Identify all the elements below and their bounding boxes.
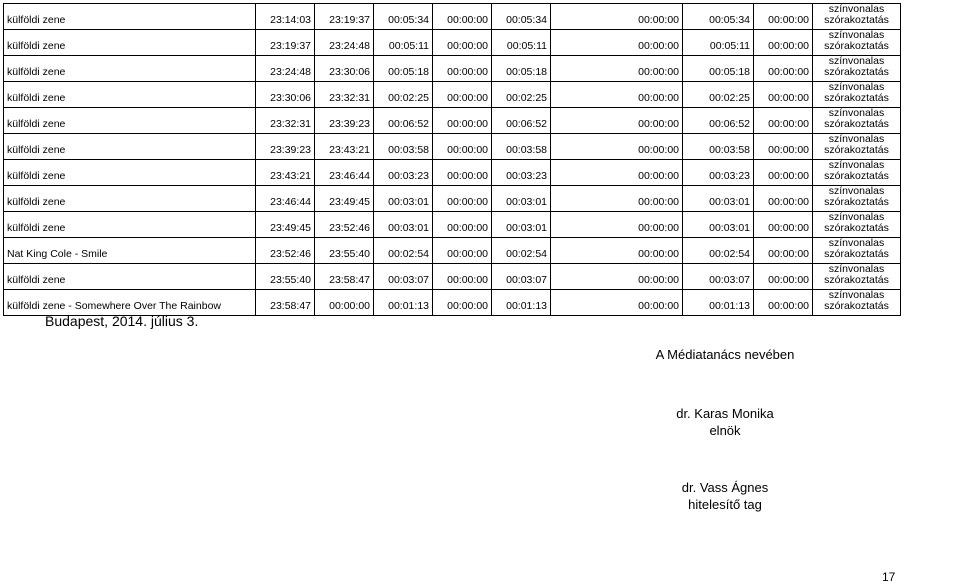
signer-name: dr. Karas Monika <box>676 406 774 421</box>
category-quality: színvonalas <box>828 289 885 301</box>
broadcast-log-body <box>4 4 901 316</box>
place-date: Budapest, 2014. július 3. <box>45 313 199 329</box>
program-title-cell: külföldi zene <box>4 264 256 290</box>
time-cell: 00:00:00 <box>754 30 813 56</box>
time-cell: 00:03:01 <box>683 212 754 238</box>
category-genre: szórakoztatás <box>824 222 889 234</box>
start-time-cell: 23:55:40 <box>256 264 315 290</box>
end-time-cell: 23:19:37 <box>315 4 374 30</box>
broadcast-log-table <box>3 3 901 316</box>
signer-name: dr. Vass Ágnes <box>681 480 769 495</box>
time-cell: 00:00:00 <box>754 264 813 290</box>
table-row <box>4 160 901 186</box>
time-cell: 00:00:00 <box>754 290 813 316</box>
start-time-cell: 23:58:47 <box>256 290 315 316</box>
time-cell: 00:06:52 <box>492 108 551 134</box>
table-row <box>4 264 901 290</box>
time-cell: 00:00:00 <box>433 56 492 82</box>
time-cell: 00:00:00 <box>433 108 492 134</box>
category-quality: színvonalas <box>828 211 885 223</box>
program-title-cell: külföldi zene <box>4 160 256 186</box>
end-time-cell: 23:46:44 <box>315 160 374 186</box>
time-cell: 00:00:00 <box>754 134 813 160</box>
category-cell <box>813 56 901 82</box>
time-cell: 00:00:00 <box>433 212 492 238</box>
duration-cell: 00:05:34 <box>374 4 433 30</box>
category-quality: színvonalas <box>828 55 885 67</box>
time-cell: 00:01:13 <box>683 290 754 316</box>
time-cell: 00:00:00 <box>551 56 683 82</box>
start-time-cell: 23:30:06 <box>256 82 315 108</box>
end-time-cell: 23:58:47 <box>315 264 374 290</box>
time-cell: 00:03:07 <box>492 264 551 290</box>
time-cell: 00:00:00 <box>754 238 813 264</box>
category-quality: színvonalas <box>828 133 885 145</box>
duration-cell: 00:03:07 <box>374 264 433 290</box>
category-genre: szórakoztatás <box>824 14 889 26</box>
time-cell: 00:00:00 <box>754 82 813 108</box>
program-title-cell: külföldi zene - Somewhere Over The Rainbow <box>4 290 256 316</box>
table-row <box>4 238 901 264</box>
time-cell: 00:06:52 <box>683 108 754 134</box>
time-cell: 00:00:00 <box>754 212 813 238</box>
end-time-cell: 00:00:00 <box>315 290 374 316</box>
time-cell: 00:00:00 <box>433 290 492 316</box>
time-cell: 00:00:00 <box>551 212 683 238</box>
category-cell <box>813 264 901 290</box>
category-quality: színvonalas <box>828 263 885 275</box>
table-row <box>4 290 901 316</box>
duration-cell: 00:06:52 <box>374 108 433 134</box>
time-cell: 00:05:34 <box>492 4 551 30</box>
time-cell: 00:00:00 <box>551 82 683 108</box>
signature-block-chair <box>640 405 810 439</box>
category-cell <box>813 108 901 134</box>
time-cell: 00:00:00 <box>433 4 492 30</box>
time-cell: 00:00:00 <box>433 160 492 186</box>
time-cell: 00:02:25 <box>683 82 754 108</box>
on-behalf-text: A Médiatanács nevében <box>655 347 795 362</box>
signer-role: hitelesítő tag <box>688 497 762 512</box>
time-cell: 00:00:00 <box>433 264 492 290</box>
time-cell: 00:00:00 <box>433 186 492 212</box>
on-behalf-line <box>640 346 810 363</box>
category-cell <box>813 238 901 264</box>
end-time-cell: 23:55:40 <box>315 238 374 264</box>
time-cell: 00:00:00 <box>551 264 683 290</box>
duration-cell: 00:05:18 <box>374 56 433 82</box>
category-quality: színvonalas <box>828 237 885 249</box>
time-cell: 00:03:58 <box>492 134 551 160</box>
time-cell: 00:03:01 <box>683 186 754 212</box>
time-cell: 00:00:00 <box>551 30 683 56</box>
time-cell: 00:03:58 <box>683 134 754 160</box>
duration-cell: 00:02:25 <box>374 82 433 108</box>
end-time-cell: 23:32:31 <box>315 82 374 108</box>
time-cell: 00:00:00 <box>551 186 683 212</box>
time-cell: 00:01:13 <box>492 290 551 316</box>
duration-cell: 00:01:13 <box>374 290 433 316</box>
category-genre: szórakoztatás <box>824 92 889 104</box>
time-cell: 00:05:18 <box>492 56 551 82</box>
time-cell: 00:05:18 <box>683 56 754 82</box>
time-cell: 00:00:00 <box>754 186 813 212</box>
table-row <box>4 186 901 212</box>
category-genre: szórakoztatás <box>824 248 889 260</box>
category-cell <box>813 290 901 316</box>
time-cell: 00:05:11 <box>492 30 551 56</box>
end-time-cell: 23:43:21 <box>315 134 374 160</box>
time-cell: 00:02:54 <box>492 238 551 264</box>
program-title-cell: külföldi zene <box>4 186 256 212</box>
time-cell: 00:00:00 <box>551 134 683 160</box>
signature-block-authenticator <box>640 479 810 513</box>
category-genre: szórakoztatás <box>824 118 889 130</box>
end-time-cell: 23:39:23 <box>315 108 374 134</box>
category-genre: szórakoztatás <box>824 196 889 208</box>
category-cell <box>813 30 901 56</box>
time-cell: 00:05:34 <box>683 4 754 30</box>
category-genre: szórakoztatás <box>824 40 889 52</box>
program-title-cell: külföldi zene <box>4 82 256 108</box>
table-row <box>4 108 901 134</box>
start-time-cell: 23:39:23 <box>256 134 315 160</box>
category-genre: szórakoztatás <box>824 66 889 78</box>
time-cell: 00:00:00 <box>551 160 683 186</box>
category-genre: szórakoztatás <box>824 170 889 182</box>
duration-cell: 00:03:58 <box>374 134 433 160</box>
start-time-cell: 23:19:37 <box>256 30 315 56</box>
category-quality: színvonalas <box>828 159 885 171</box>
time-cell: 00:02:54 <box>683 238 754 264</box>
duration-cell: 00:02:54 <box>374 238 433 264</box>
end-time-cell: 23:52:46 <box>315 212 374 238</box>
category-quality: színvonalas <box>828 29 885 41</box>
start-time-cell: 23:32:31 <box>256 108 315 134</box>
time-cell: 00:00:00 <box>754 4 813 30</box>
program-title-cell: külföldi zene <box>4 30 256 56</box>
table-row <box>4 30 901 56</box>
signer-role: elnök <box>709 423 741 438</box>
category-genre: szórakoztatás <box>824 300 889 312</box>
time-cell: 00:00:00 <box>754 160 813 186</box>
time-cell: 00:00:00 <box>433 238 492 264</box>
category-quality: színvonalas <box>828 185 885 197</box>
end-time-cell: 23:24:48 <box>315 30 374 56</box>
category-cell <box>813 212 901 238</box>
start-time-cell: 23:46:44 <box>256 186 315 212</box>
end-time-cell: 23:49:45 <box>315 186 374 212</box>
table-row <box>4 134 901 160</box>
program-title-cell: Nat King Cole - Smile <box>4 238 256 264</box>
program-title-cell: külföldi zene <box>4 56 256 82</box>
time-cell: 00:00:00 <box>754 56 813 82</box>
time-cell: 00:00:00 <box>754 108 813 134</box>
time-cell: 00:03:23 <box>683 160 754 186</box>
time-cell: 00:05:11 <box>683 30 754 56</box>
category-quality: színvonalas <box>828 107 885 119</box>
duration-cell: 00:03:23 <box>374 160 433 186</box>
category-cell <box>813 82 901 108</box>
start-time-cell: 23:52:46 <box>256 238 315 264</box>
time-cell: 00:03:01 <box>492 212 551 238</box>
table-row <box>4 82 901 108</box>
category-genre: szórakoztatás <box>824 274 889 286</box>
start-time-cell: 23:14:03 <box>256 4 315 30</box>
time-cell: 00:03:07 <box>683 264 754 290</box>
time-cell: 00:00:00 <box>551 238 683 264</box>
program-title-cell: külföldi zene <box>4 108 256 134</box>
time-cell: 00:03:01 <box>492 186 551 212</box>
program-title-cell: külföldi zene <box>4 4 256 30</box>
page-number: 17 <box>882 570 896 584</box>
time-cell: 00:00:00 <box>551 290 683 316</box>
category-cell <box>813 160 901 186</box>
time-cell: 00:00:00 <box>551 108 683 134</box>
start-time-cell: 23:43:21 <box>256 160 315 186</box>
time-cell: 00:03:23 <box>492 160 551 186</box>
duration-cell: 00:03:01 <box>374 212 433 238</box>
table-row <box>4 56 901 82</box>
time-cell: 00:00:00 <box>551 4 683 30</box>
start-time-cell: 23:24:48 <box>256 56 315 82</box>
program-title-cell: külföldi zene <box>4 212 256 238</box>
category-quality: színvonalas <box>828 3 885 15</box>
time-cell: 00:00:00 <box>433 30 492 56</box>
duration-cell: 00:05:11 <box>374 30 433 56</box>
time-cell: 00:02:25 <box>492 82 551 108</box>
table-row <box>4 4 901 30</box>
category-cell <box>813 186 901 212</box>
program-title-cell: külföldi zene <box>4 134 256 160</box>
start-time-cell: 23:49:45 <box>256 212 315 238</box>
table-row <box>4 212 901 238</box>
category-quality: színvonalas <box>828 81 885 93</box>
category-cell <box>813 134 901 160</box>
time-cell: 00:00:00 <box>433 82 492 108</box>
time-cell: 00:00:00 <box>433 134 492 160</box>
category-cell <box>813 4 901 30</box>
category-genre: szórakoztatás <box>824 144 889 156</box>
end-time-cell: 23:30:06 <box>315 56 374 82</box>
duration-cell: 00:03:01 <box>374 186 433 212</box>
